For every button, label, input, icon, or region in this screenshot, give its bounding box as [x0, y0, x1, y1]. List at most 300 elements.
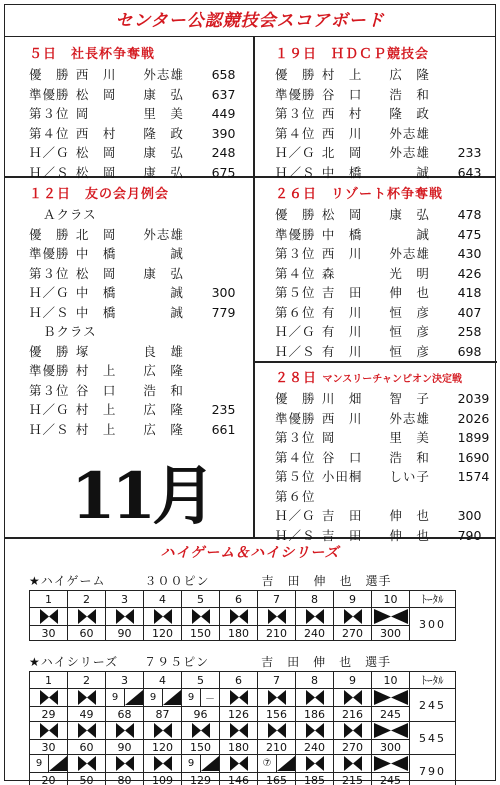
- strike-box: [334, 689, 371, 706]
- cumulative-score: 180: [220, 740, 258, 755]
- frame-number: 10: [372, 672, 410, 689]
- score-value: 475: [457, 226, 482, 242]
- rank-label: 第３位: [29, 106, 70, 121]
- frame-marks: [182, 689, 220, 707]
- bowler-name: 村 上 広 隆: [75, 421, 184, 437]
- bowler-name: 谷 口 浩 和: [321, 86, 430, 102]
- result-list: [275, 389, 495, 545]
- strike-box: [334, 722, 371, 739]
- frame-number: 7: [258, 591, 296, 608]
- result-row: [275, 225, 495, 245]
- frame-number: 4: [144, 591, 182, 608]
- strike-box: [258, 608, 295, 625]
- rank-label: 第３位: [29, 382, 70, 398]
- cumulative-score: 300: [372, 626, 410, 641]
- score-value: 300: [457, 508, 482, 523]
- result-row: [275, 506, 495, 526]
- marks-box: [220, 755, 257, 772]
- rank-label: 第３位: [275, 430, 316, 445]
- frame-marks: [68, 722, 106, 740]
- bowler-name: 西 川 外志雄: [321, 410, 430, 426]
- cumulative-score: 50: [68, 773, 106, 785]
- section-12th: [29, 185, 249, 439]
- game-total: 300: [410, 608, 456, 641]
- rank-label: 第５位: [275, 469, 316, 484]
- result-row: [275, 264, 495, 284]
- bowler-name: 谷 口 浩 和: [75, 382, 184, 398]
- cumulative-score: 150: [182, 626, 220, 641]
- result-row: [29, 143, 249, 163]
- bowler-name: 有 川 恒 彦: [321, 324, 430, 339]
- strike-box: [258, 689, 295, 706]
- marks-box: [334, 722, 371, 739]
- score-value: [212, 244, 249, 264]
- marks-box: [182, 755, 219, 772]
- frame-marks: [220, 689, 258, 707]
- cumulative-score: 126: [220, 707, 258, 722]
- bowler-name: 吉 田 伸 也: [321, 285, 430, 300]
- bowler-name: 岡 里 美: [321, 430, 430, 445]
- rank-label: Ｈ／Ｓ: [275, 527, 316, 543]
- score-value: 637: [211, 86, 236, 102]
- frame-marks: [106, 722, 144, 740]
- strike-mark-icon: [154, 609, 172, 624]
- cumulative-score: 165: [258, 773, 296, 785]
- section-title: １９日 ＨＤＣＰ競技会: [275, 47, 430, 62]
- cumulative-score: 180: [220, 626, 258, 641]
- cumulative-score: 210: [258, 740, 296, 755]
- result-row: [275, 205, 495, 225]
- cumulative-score: 300: [372, 740, 410, 755]
- cumulative-score: 60: [68, 626, 106, 641]
- high-series-label: ★ハイシリーズ ７９５ピン 吉 田 伸 也 選手: [29, 655, 392, 669]
- marks-box: [372, 689, 409, 706]
- bowler-name: 村 上 広 隆: [75, 402, 184, 417]
- game-total: 545: [410, 722, 456, 755]
- result-list: [29, 342, 249, 440]
- strike-box: [372, 755, 409, 772]
- frame-marks: [334, 608, 372, 626]
- rank-label: 優 勝: [29, 343, 70, 359]
- marks-box: [220, 722, 257, 739]
- score-value: 643: [457, 164, 482, 180]
- result-list: [275, 205, 495, 361]
- rank-label: Ｈ／Ｇ: [275, 508, 316, 523]
- rank-label: Ｈ／Ｇ: [29, 145, 70, 160]
- strike-mark-icon: [78, 609, 96, 624]
- score-value: 2039: [457, 391, 490, 406]
- rank-label: 優 勝: [275, 391, 316, 406]
- bowler-name: 松 岡 康 弘: [75, 265, 184, 281]
- score-value: 675: [211, 164, 236, 180]
- score-value: [212, 264, 249, 284]
- bowler-name: 村 上 広 隆: [75, 363, 184, 378]
- score-value: [458, 104, 495, 124]
- score-value: 478: [457, 207, 482, 222]
- frame-marks: [334, 689, 372, 707]
- bowler-name: 中 橋 誠: [75, 285, 184, 300]
- score-value: 258: [457, 324, 482, 339]
- spare-mark-icon: [277, 756, 295, 771]
- section-title: ５日 社長杯争奪戦: [29, 47, 156, 62]
- result-row: [275, 85, 495, 105]
- strike-mark-icon: [116, 609, 134, 624]
- bowler-name: 松 岡 康 弘: [75, 86, 184, 102]
- rank-label: Ｈ／Ｓ: [29, 304, 70, 320]
- strike-mark-icon: [374, 609, 408, 624]
- second-ball: [124, 689, 143, 706]
- bowler-name: 西 川 外志雄: [75, 67, 184, 82]
- score-value: 661: [211, 421, 236, 437]
- score-value: 1690: [457, 449, 490, 465]
- frame-number: 6: [220, 672, 258, 689]
- frame-number: 7: [258, 672, 296, 689]
- frame-number: 1: [30, 591, 68, 608]
- strike-mark-icon: [230, 723, 248, 738]
- cumulative-score: 216: [334, 707, 372, 722]
- frame-marks: [68, 755, 106, 773]
- cumulative-score: 150: [182, 740, 220, 755]
- result-row: [275, 409, 495, 429]
- result-row: [275, 104, 495, 124]
- result-row: [29, 65, 249, 85]
- strike-mark-icon: [306, 690, 324, 705]
- frame-marks: [68, 608, 106, 626]
- score-value: 233: [457, 145, 482, 160]
- marks-box: [296, 689, 333, 706]
- rank-label: 準優勝: [29, 86, 70, 102]
- cumulative-score: 30: [30, 626, 68, 641]
- marks-box: [334, 755, 371, 772]
- rank-label: 第４位: [275, 449, 316, 465]
- game-total: 790: [410, 755, 456, 785]
- strike-box: [68, 689, 105, 706]
- strike-box: [68, 755, 105, 772]
- marks-box: [372, 608, 409, 625]
- marks-row: [30, 608, 456, 626]
- frame-marks: [30, 722, 68, 740]
- strike-mark-icon: [230, 609, 248, 624]
- cumulative-score: 270: [334, 626, 372, 641]
- rank-label: 優 勝: [29, 226, 70, 242]
- score-value: [458, 85, 495, 105]
- strike-mark-icon: [344, 609, 362, 624]
- marks-box: [372, 722, 409, 739]
- marks-box: [68, 608, 105, 625]
- frame-number: 4: [144, 672, 182, 689]
- frame-number: 6: [220, 591, 258, 608]
- strike-box: [68, 608, 105, 625]
- game-total: 245: [410, 689, 456, 722]
- bowler-name: [322, 487, 458, 507]
- bowler-name: 塚 良 雄: [75, 343, 184, 359]
- class-b-label: Ｂクラス: [43, 324, 97, 339]
- rank-label: 優 勝: [29, 67, 70, 82]
- result-row: [275, 467, 495, 487]
- cumulative-score: 109: [144, 773, 182, 785]
- spare-mark-icon: [201, 756, 219, 771]
- strike-mark-icon: [78, 723, 96, 738]
- cumulative-row: [30, 626, 456, 641]
- frame-marks: [258, 608, 296, 626]
- rank-label: Ｈ／Ｓ: [29, 164, 70, 180]
- frame-marks: [220, 755, 258, 773]
- rank-label: Ｈ／Ｇ: [29, 285, 70, 300]
- score-value: [458, 65, 495, 85]
- result-row: [275, 124, 495, 144]
- strike-mark-icon: [78, 756, 96, 771]
- strike-mark-icon: [306, 609, 324, 624]
- marks-box: [68, 755, 105, 772]
- marks-box: [30, 722, 67, 739]
- high-score-title: ハイゲーム＆ハイシリーズ: [160, 545, 340, 561]
- frame-marks: [30, 755, 68, 773]
- score-value: 779: [211, 304, 236, 320]
- score-value: [212, 342, 249, 362]
- cumulative-score: 90: [106, 626, 144, 641]
- scoreboard-page: [4, 4, 496, 785]
- frame-marks: [106, 608, 144, 626]
- rank-label: Ｈ／Ｓ: [275, 164, 316, 180]
- bowler-name: 中 橋 誠: [75, 304, 184, 320]
- section-subtitle: マンスリーチャンピオン決定戦: [322, 374, 462, 385]
- spare-mark-icon: [163, 690, 181, 705]
- frame-marks: [372, 608, 410, 626]
- bowler-name: 西 村 隆 政: [75, 125, 184, 141]
- frame-marks: [258, 755, 296, 773]
- bowler-name: 小田桐 しい子: [321, 469, 430, 484]
- score-value: 1574: [457, 469, 490, 484]
- rank-label: Ｈ／Ｇ: [29, 402, 70, 417]
- score-value: 430: [457, 246, 482, 261]
- cumulative-score: 156: [258, 707, 296, 722]
- strike-mark-icon: [116, 723, 134, 738]
- marks-box: [258, 755, 295, 772]
- strike-mark-icon: [268, 609, 286, 624]
- month-label: 11月: [71, 459, 213, 534]
- bowler-name: 北 岡 外志雄: [321, 145, 430, 160]
- bowler-name: 有 川 恒 彦: [321, 343, 430, 359]
- cumulative-row: [30, 773, 456, 785]
- bowler-name: 吉 田 伸 也: [321, 527, 430, 543]
- frame-marks: [334, 722, 372, 740]
- marks-box: [258, 722, 295, 739]
- class-a-label: Ａクラス: [43, 207, 97, 222]
- strike-mark-icon: [40, 609, 58, 624]
- score-value: 698: [457, 343, 482, 359]
- marks-box: [144, 755, 181, 772]
- strike-box: [106, 755, 143, 772]
- strike-box: [144, 755, 181, 772]
- frame-number: 3: [106, 672, 144, 689]
- first-ball: 9: [111, 692, 119, 703]
- bowler-name: 谷 口 浩 和: [321, 449, 430, 465]
- cumulative-score: 120: [144, 626, 182, 641]
- score-value: 300: [211, 285, 236, 300]
- marks-box: [30, 608, 67, 625]
- strike-box: [182, 722, 219, 739]
- bowler-name: 中 橋 誠: [321, 226, 430, 242]
- result-list: [29, 65, 249, 182]
- strike-mark-icon: [344, 690, 362, 705]
- section-19th: [275, 45, 495, 182]
- result-row: [275, 143, 495, 163]
- frame-number: 5: [182, 591, 220, 608]
- score-value: [458, 124, 495, 144]
- strike-mark-icon: [154, 723, 172, 738]
- result-list: [275, 65, 495, 182]
- result-row: [29, 264, 249, 284]
- strike-box: [372, 689, 409, 706]
- score-value: [458, 487, 495, 507]
- bowler-name: 中 橋 誠: [321, 164, 430, 180]
- strike-mark-icon: [230, 690, 248, 705]
- strike-box: [296, 755, 333, 772]
- result-row: [275, 342, 495, 362]
- score-value: [212, 361, 249, 381]
- second-ball: －: [200, 689, 219, 706]
- strike-mark-icon: [230, 756, 248, 771]
- marks-box: [106, 722, 143, 739]
- strike-mark-icon: [374, 690, 408, 705]
- strike-mark-icon: [40, 690, 58, 705]
- frame-marks: [30, 608, 68, 626]
- frame-marks: [182, 722, 220, 740]
- strike-box: [30, 689, 67, 706]
- rank-label: 準優勝: [275, 86, 316, 102]
- bowler-name: 松 岡 康 弘: [321, 207, 430, 222]
- strike-mark-icon: [374, 723, 408, 738]
- frame-marks: [144, 755, 182, 773]
- frame-marks: [106, 755, 144, 773]
- result-row: [29, 283, 249, 303]
- frame-marks: [334, 755, 372, 773]
- strike-mark-icon: [306, 756, 324, 771]
- score-value: 426: [457, 265, 482, 281]
- result-row: [29, 342, 249, 362]
- strike-mark-icon: [306, 723, 324, 738]
- rank-label: 第３位: [275, 106, 316, 121]
- rank-label: 第５位: [275, 285, 316, 300]
- marks-box: [68, 722, 105, 739]
- strike-box: [144, 722, 181, 739]
- cumulative-score: 60: [68, 740, 106, 755]
- rank-label: 優 勝: [275, 67, 316, 82]
- marks-box: [334, 608, 371, 625]
- bowler-name: 森 光 明: [321, 265, 430, 281]
- first-ball: 9: [35, 758, 43, 769]
- strike-box: [106, 608, 143, 625]
- high-game-label: ★ハイゲーム ３００ピン 吉 田 伸 也 選手: [29, 574, 392, 588]
- marks-box: [182, 722, 219, 739]
- marks-box: [182, 689, 219, 706]
- rank-label: 第３位: [29, 265, 70, 281]
- result-row: [29, 303, 249, 323]
- cumulative-row: [30, 707, 456, 722]
- cumulative-score: 245: [372, 707, 410, 722]
- cumulative-score: 90: [106, 740, 144, 755]
- result-row: [275, 303, 495, 323]
- cumulative-score: 215: [334, 773, 372, 785]
- rank-label: Ｈ／Ｓ: [29, 421, 70, 437]
- score-value: [212, 225, 249, 245]
- row-divider-2: [253, 361, 497, 363]
- second-ball: [162, 689, 181, 706]
- strike-box: [334, 608, 371, 625]
- cumulative-score: 129: [182, 773, 220, 785]
- frame-marks: [296, 608, 334, 626]
- bowler-name: 有 川 恒 彦: [321, 304, 430, 320]
- strike-box: [220, 689, 257, 706]
- marks-box: [144, 722, 181, 739]
- frame-number: 5: [182, 672, 220, 689]
- frame-marks: [182, 608, 220, 626]
- rank-label: Ｈ／Ｓ: [275, 343, 316, 359]
- spare-mark-icon: [125, 690, 143, 705]
- rank-label: 準優勝: [275, 226, 316, 242]
- result-row: [275, 283, 495, 303]
- frame-marks: [296, 755, 334, 773]
- bowler-name: 吉 田 伸 也: [321, 508, 430, 523]
- marks-box: [144, 689, 181, 706]
- rank-label: 第４位: [275, 265, 316, 281]
- strike-mark-icon: [374, 756, 408, 771]
- frame-number: 3: [106, 591, 144, 608]
- section-5th: [29, 45, 249, 182]
- strike-box: [372, 722, 409, 739]
- bowler-name: 村 上 広 隆: [321, 67, 430, 82]
- frame-number: 2: [68, 672, 106, 689]
- result-row: [29, 361, 249, 381]
- result-row: [275, 389, 495, 409]
- strike-box: [258, 722, 295, 739]
- frame-number: 1: [30, 672, 68, 689]
- result-row: [29, 225, 249, 245]
- score-value: 390: [211, 125, 236, 141]
- frame-header-row: [30, 672, 456, 689]
- rank-label: 優 勝: [275, 207, 316, 222]
- result-row: [275, 428, 495, 448]
- frame-number: 9: [334, 672, 372, 689]
- bowler-name: 松 岡 康 弘: [75, 145, 184, 160]
- marks-box: [258, 689, 295, 706]
- rank-label: 第６位: [275, 304, 316, 320]
- section-title: １２日 友の会月例会: [29, 187, 170, 202]
- strike-box: [220, 722, 257, 739]
- marks-box: [106, 608, 143, 625]
- score-value: 235: [211, 402, 236, 417]
- rank-label: 準優勝: [29, 363, 70, 378]
- result-row: [275, 448, 495, 468]
- marks-box: [296, 608, 333, 625]
- frame-marks: [296, 722, 334, 740]
- result-row: [29, 400, 249, 420]
- bowler-name: 松 岡 康 弘: [75, 164, 184, 180]
- section-title: ２６日 リゾート杯争奪戦: [275, 187, 444, 202]
- score-value: 1899: [457, 430, 490, 445]
- bowler-name: 北 岡 外志雄: [75, 226, 184, 242]
- marks-box: [182, 608, 219, 625]
- strike-box: [182, 608, 219, 625]
- result-list: [29, 225, 249, 323]
- section-26th: [275, 185, 495, 361]
- score-value: 248: [211, 145, 236, 160]
- bowler-name: 岡 里 美: [75, 106, 184, 121]
- frame-marks: [372, 722, 410, 740]
- strike-mark-icon: [268, 690, 286, 705]
- high-series-scoresheet: [29, 671, 456, 785]
- frame-marks: [30, 689, 68, 707]
